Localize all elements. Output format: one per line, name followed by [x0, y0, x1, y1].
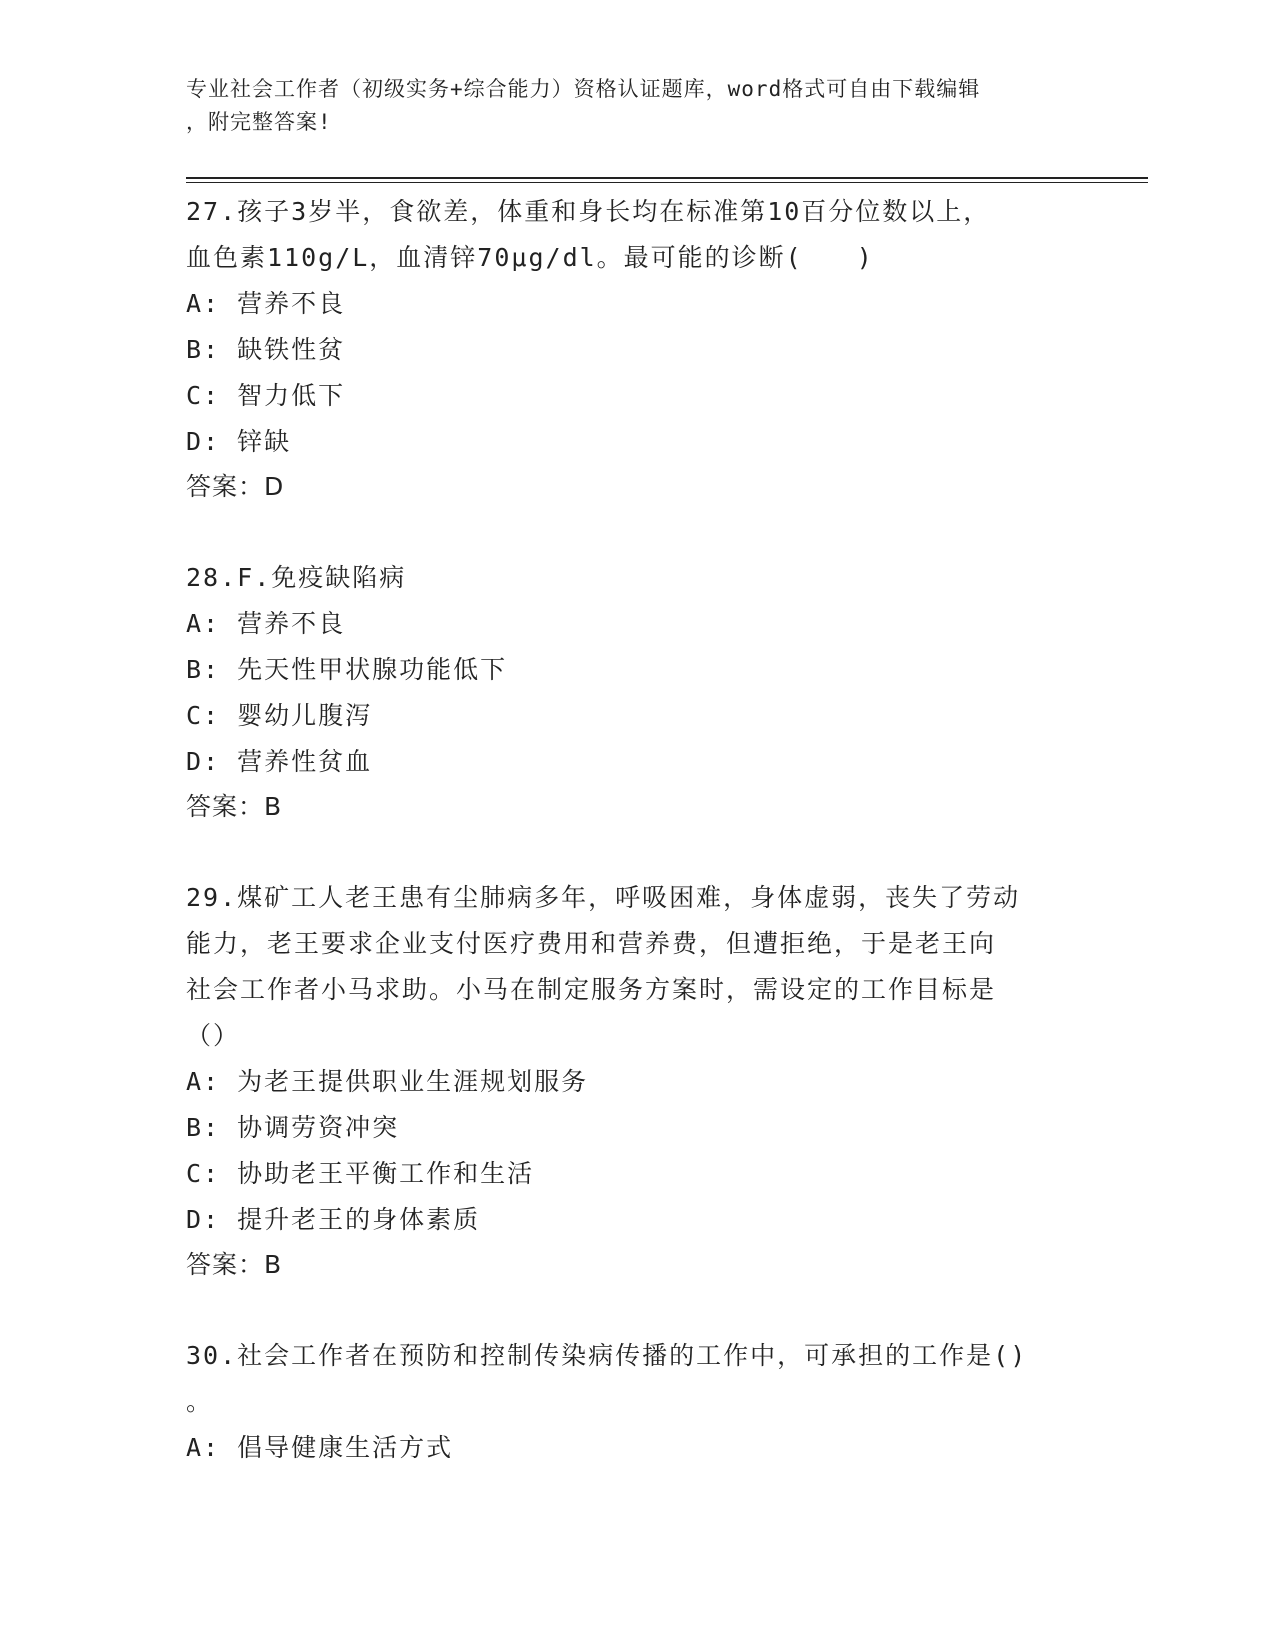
question-stem [186, 1333, 1086, 1425]
stem-line: 社会工作者小马求助。小马在制定服务方案时，需设定的工作目标是 [186, 975, 997, 1004]
question-stem [186, 555, 1086, 601]
answer-line: 答案：D [186, 472, 285, 501]
option-d: D: 锌缺 [186, 427, 292, 456]
answer-line: 答案：B [186, 1250, 283, 1279]
option-b: B: 协调劳资冲突 [186, 1113, 400, 1142]
stem-line: 能力，老王要求企业支付医疗费用和营养费，但遭拒绝，于是老王向 [186, 929, 997, 958]
option-d: D: 营养性贫血 [186, 747, 373, 776]
stem-line: 28.F.免疫缺陷病 [186, 563, 407, 592]
question-stem [186, 189, 1086, 281]
stem-line: 血色素110g/L，血清锌70μg/dl。最可能的诊断( ) [186, 243, 874, 272]
stem-line: 27.孩子3岁半，食欲差，体重和身长均在标准第10百分位数以上， [186, 197, 991, 226]
stem-line: 29.煤矿工人老王患有尘肺病多年，呼吸困难，身体虚弱，丧失了劳动 [186, 883, 1021, 912]
document-header [186, 73, 1086, 139]
header-line-2: ，附完整答案! [186, 110, 332, 134]
option-b: B: 先天性甲状腺功能低下 [186, 655, 508, 684]
option-d: D: 提升老王的身体素质 [186, 1205, 481, 1234]
stem-line: 。 [186, 1387, 214, 1416]
answer-line: 答案：B [186, 792, 283, 821]
question-27 [186, 189, 1086, 509]
option-c: C: 婴幼儿腹泻 [186, 701, 373, 730]
option-a: A: 为老王提供职业生涯规划服务 [186, 1067, 589, 1096]
header-divider-thick [186, 177, 1148, 179]
stem-line: 30.社会工作者在预防和控制传染病传播的工作中，可承担的工作是() [186, 1341, 1028, 1370]
option-c: C: 智力低下 [186, 381, 346, 410]
option-a: A: 营养不良 [186, 609, 346, 638]
question-29 [186, 875, 1086, 1287]
option-b: B: 缺铁性贫 [186, 335, 346, 364]
question-list [186, 189, 1086, 1517]
option-a: A: 营养不良 [186, 289, 346, 318]
question-30 [186, 1333, 1086, 1471]
option-c: C: 协助老王平衡工作和生活 [186, 1159, 535, 1188]
stem-line: （） [186, 1021, 241, 1050]
option-a: A: 倡导健康生活方式 [186, 1433, 454, 1462]
header-divider-thin [186, 182, 1148, 183]
question-28 [186, 555, 1086, 829]
question-stem [186, 875, 1086, 1059]
header-line-1: 专业社会工作者（初级实务+综合能力）资格认证题库，word格式可自由下载编辑 [186, 77, 981, 101]
